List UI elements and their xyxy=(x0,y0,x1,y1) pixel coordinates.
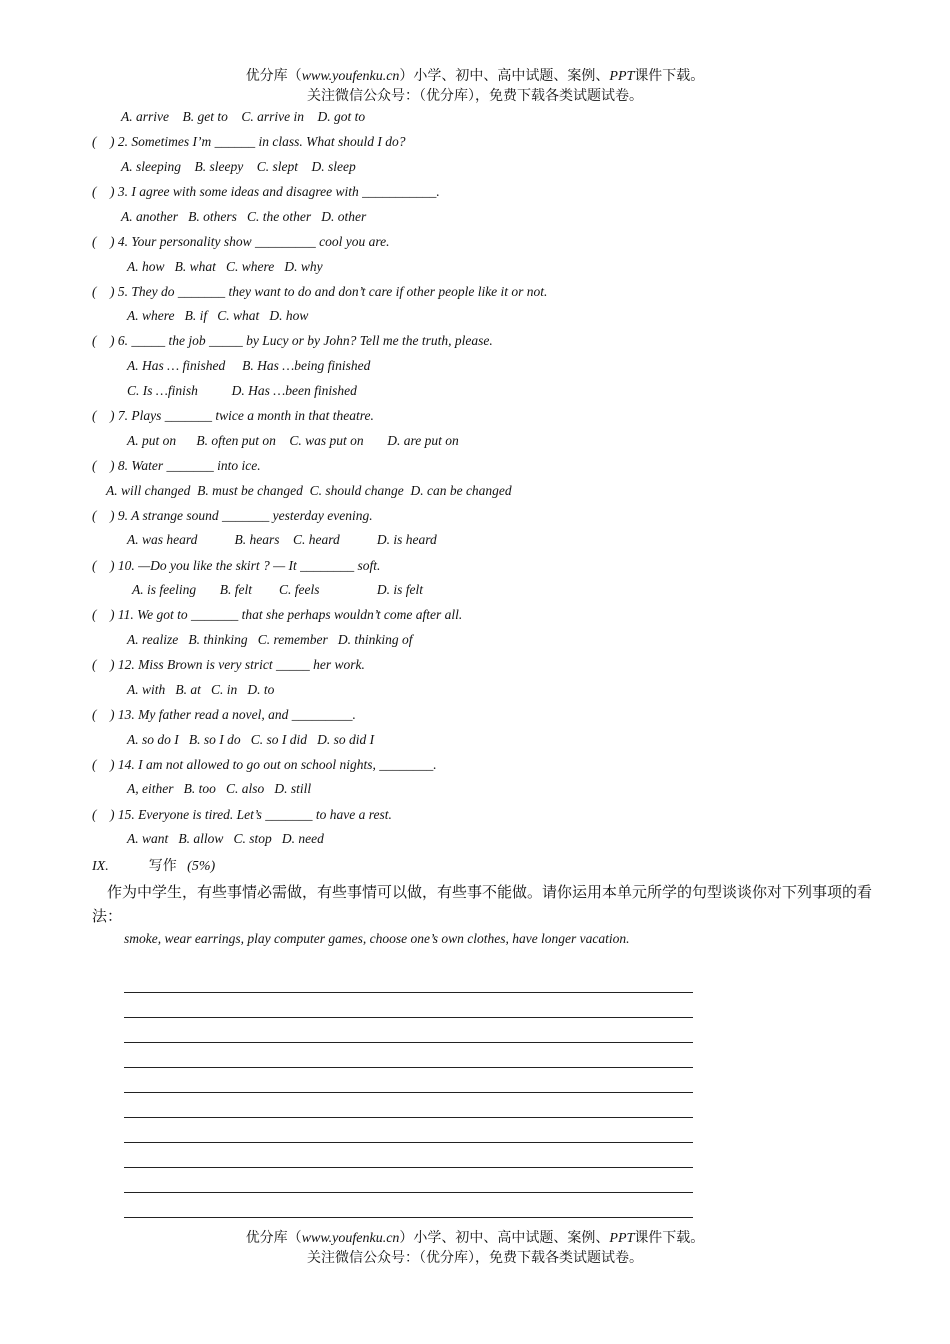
section-score: (5%) xyxy=(187,859,216,874)
q12-options: A. with B. at C. in D. to xyxy=(127,682,275,697)
q9-stem: ( ) 9. A strange sound _______ yesterday evening. xyxy=(92,508,373,523)
q13-options: A. so do I B. so I do C. so I did D. so did I xyxy=(127,732,375,747)
q14-stem: ( ) 14. I am not allowed to go out on school nights, ________. xyxy=(92,757,437,772)
answer-line[interactable] xyxy=(124,1067,693,1068)
q8-stem: ( ) 8. Water _______ into ice. xyxy=(92,458,261,473)
q1-options: A. arrive B. get to C. arrive in D. got to xyxy=(121,109,366,124)
footer-ppt: PPT xyxy=(609,1231,635,1246)
section-title: 写作 xyxy=(148,858,177,874)
q6-options-b: C. Is …finish D. Has …been finished xyxy=(127,383,357,398)
q15-stem: ( ) 15. Everyone is tired. Let’s _______ to have a rest. xyxy=(92,807,392,822)
q5-stem: ( ) 5. They do _______ they want to do and don’t care if other people like it or not. xyxy=(92,284,548,299)
q13-stem: ( ) 13. My father read a novel, and _________. xyxy=(92,707,356,722)
q2-stem: ( ) 2. Sometimes I’m ______ in class. What should I do? xyxy=(92,134,406,149)
header-url: www.youfenku.cn xyxy=(301,69,400,84)
answer-line[interactable] xyxy=(124,1042,693,1043)
writing-prompt: 作为中学生，有些事情必需做，有些事情可以做，有些事不能做。请你运用本单元所学的句型谈谈你对下列事项的看法： xyxy=(92,883,873,925)
page-header xyxy=(0,67,950,86)
q11-stem: ( ) 11. We got to _______ that she perhaps wouldn’t come after all. xyxy=(92,607,463,622)
q10-stem: ( ) 10. —Do you like the skirt ? — It ________ soft. xyxy=(92,558,381,573)
q14-options: A, either B. too C. also D. still xyxy=(127,781,312,796)
answer-line[interactable] xyxy=(124,1217,693,1218)
footer-text-b: ）小学、初中、高中试题、案例、 xyxy=(399,1230,610,1246)
answer-line[interactable] xyxy=(124,1142,693,1143)
q12-stem: ( ) 12. Miss Brown is very strict _____ her work. xyxy=(92,657,365,672)
q15-options: A. want B. allow C. stop D. need xyxy=(127,831,324,846)
q7-options: A. put on B. often put on C. was put on D. are put on xyxy=(127,433,459,448)
q5-options: A. where B. if C. what D. how xyxy=(127,308,309,323)
answer-line[interactable] xyxy=(124,1167,693,1168)
q8-options: A. will changed B. must be changed C. should change D. can be changed xyxy=(106,483,512,498)
q7-stem: ( ) 7. Plays _______ twice a month in that theatre. xyxy=(92,408,374,423)
header-ppt: PPT xyxy=(609,69,635,84)
footer-url: www.youfenku.cn xyxy=(301,1231,400,1246)
answer-line[interactable] xyxy=(124,1092,693,1093)
header-text-a: 优分库（ xyxy=(245,68,302,84)
q4-stem: ( ) 4. Your personality show _________ cool you are. xyxy=(92,234,390,249)
answer-line[interactable] xyxy=(124,992,693,993)
answer-line[interactable] xyxy=(124,1017,693,1018)
q3-stem: ( ) 3. I agree with some ideas and disagree with ___________. xyxy=(92,184,440,199)
q2-options: A. sleeping B. sleepy C. slept D. sleep xyxy=(121,159,356,174)
footer-text-a: 优分库（ xyxy=(245,1230,302,1246)
page-footer xyxy=(0,1229,950,1248)
writing-topics: smoke, wear earrings, play computer games, choose one’s own clothes, have longer vacation. xyxy=(124,931,630,946)
footer-text-c: 课件下载。 xyxy=(634,1230,705,1246)
header-text-b: ）小学、初中、高中试题、案例、 xyxy=(399,68,610,84)
answer-line[interactable] xyxy=(124,1192,693,1193)
header-text-c: 课件下载。 xyxy=(634,68,705,84)
q6-stem: ( ) 6. _____ the job _____ by Lucy or by John? Tell me the truth, please. xyxy=(92,333,493,348)
q10-options: A. is feeling B. felt C. feels D. is felt xyxy=(132,582,423,597)
writing-section-heading xyxy=(92,857,215,876)
page-footer-line2: 关注微信公众号：（优分库），免费下载各类试题试卷。 xyxy=(307,1250,643,1266)
q6-options-a: A. Has … finished B. Has …being finished xyxy=(127,358,371,373)
answer-line[interactable] xyxy=(124,1117,693,1118)
page-header-line2: 关注微信公众号：（优分库），免费下载各类试题试卷。 xyxy=(307,88,643,104)
section-number: IX. xyxy=(92,859,109,874)
q4-options: A. how B. what C. where D. why xyxy=(127,259,323,274)
q3-options: A. another B. others C. the other D. other xyxy=(121,209,367,224)
q11-options: A. realize B. thinking C. remember D. thinking of xyxy=(127,632,413,647)
q9-options: A. was heard B. hears C. heard D. is heard xyxy=(127,532,437,547)
